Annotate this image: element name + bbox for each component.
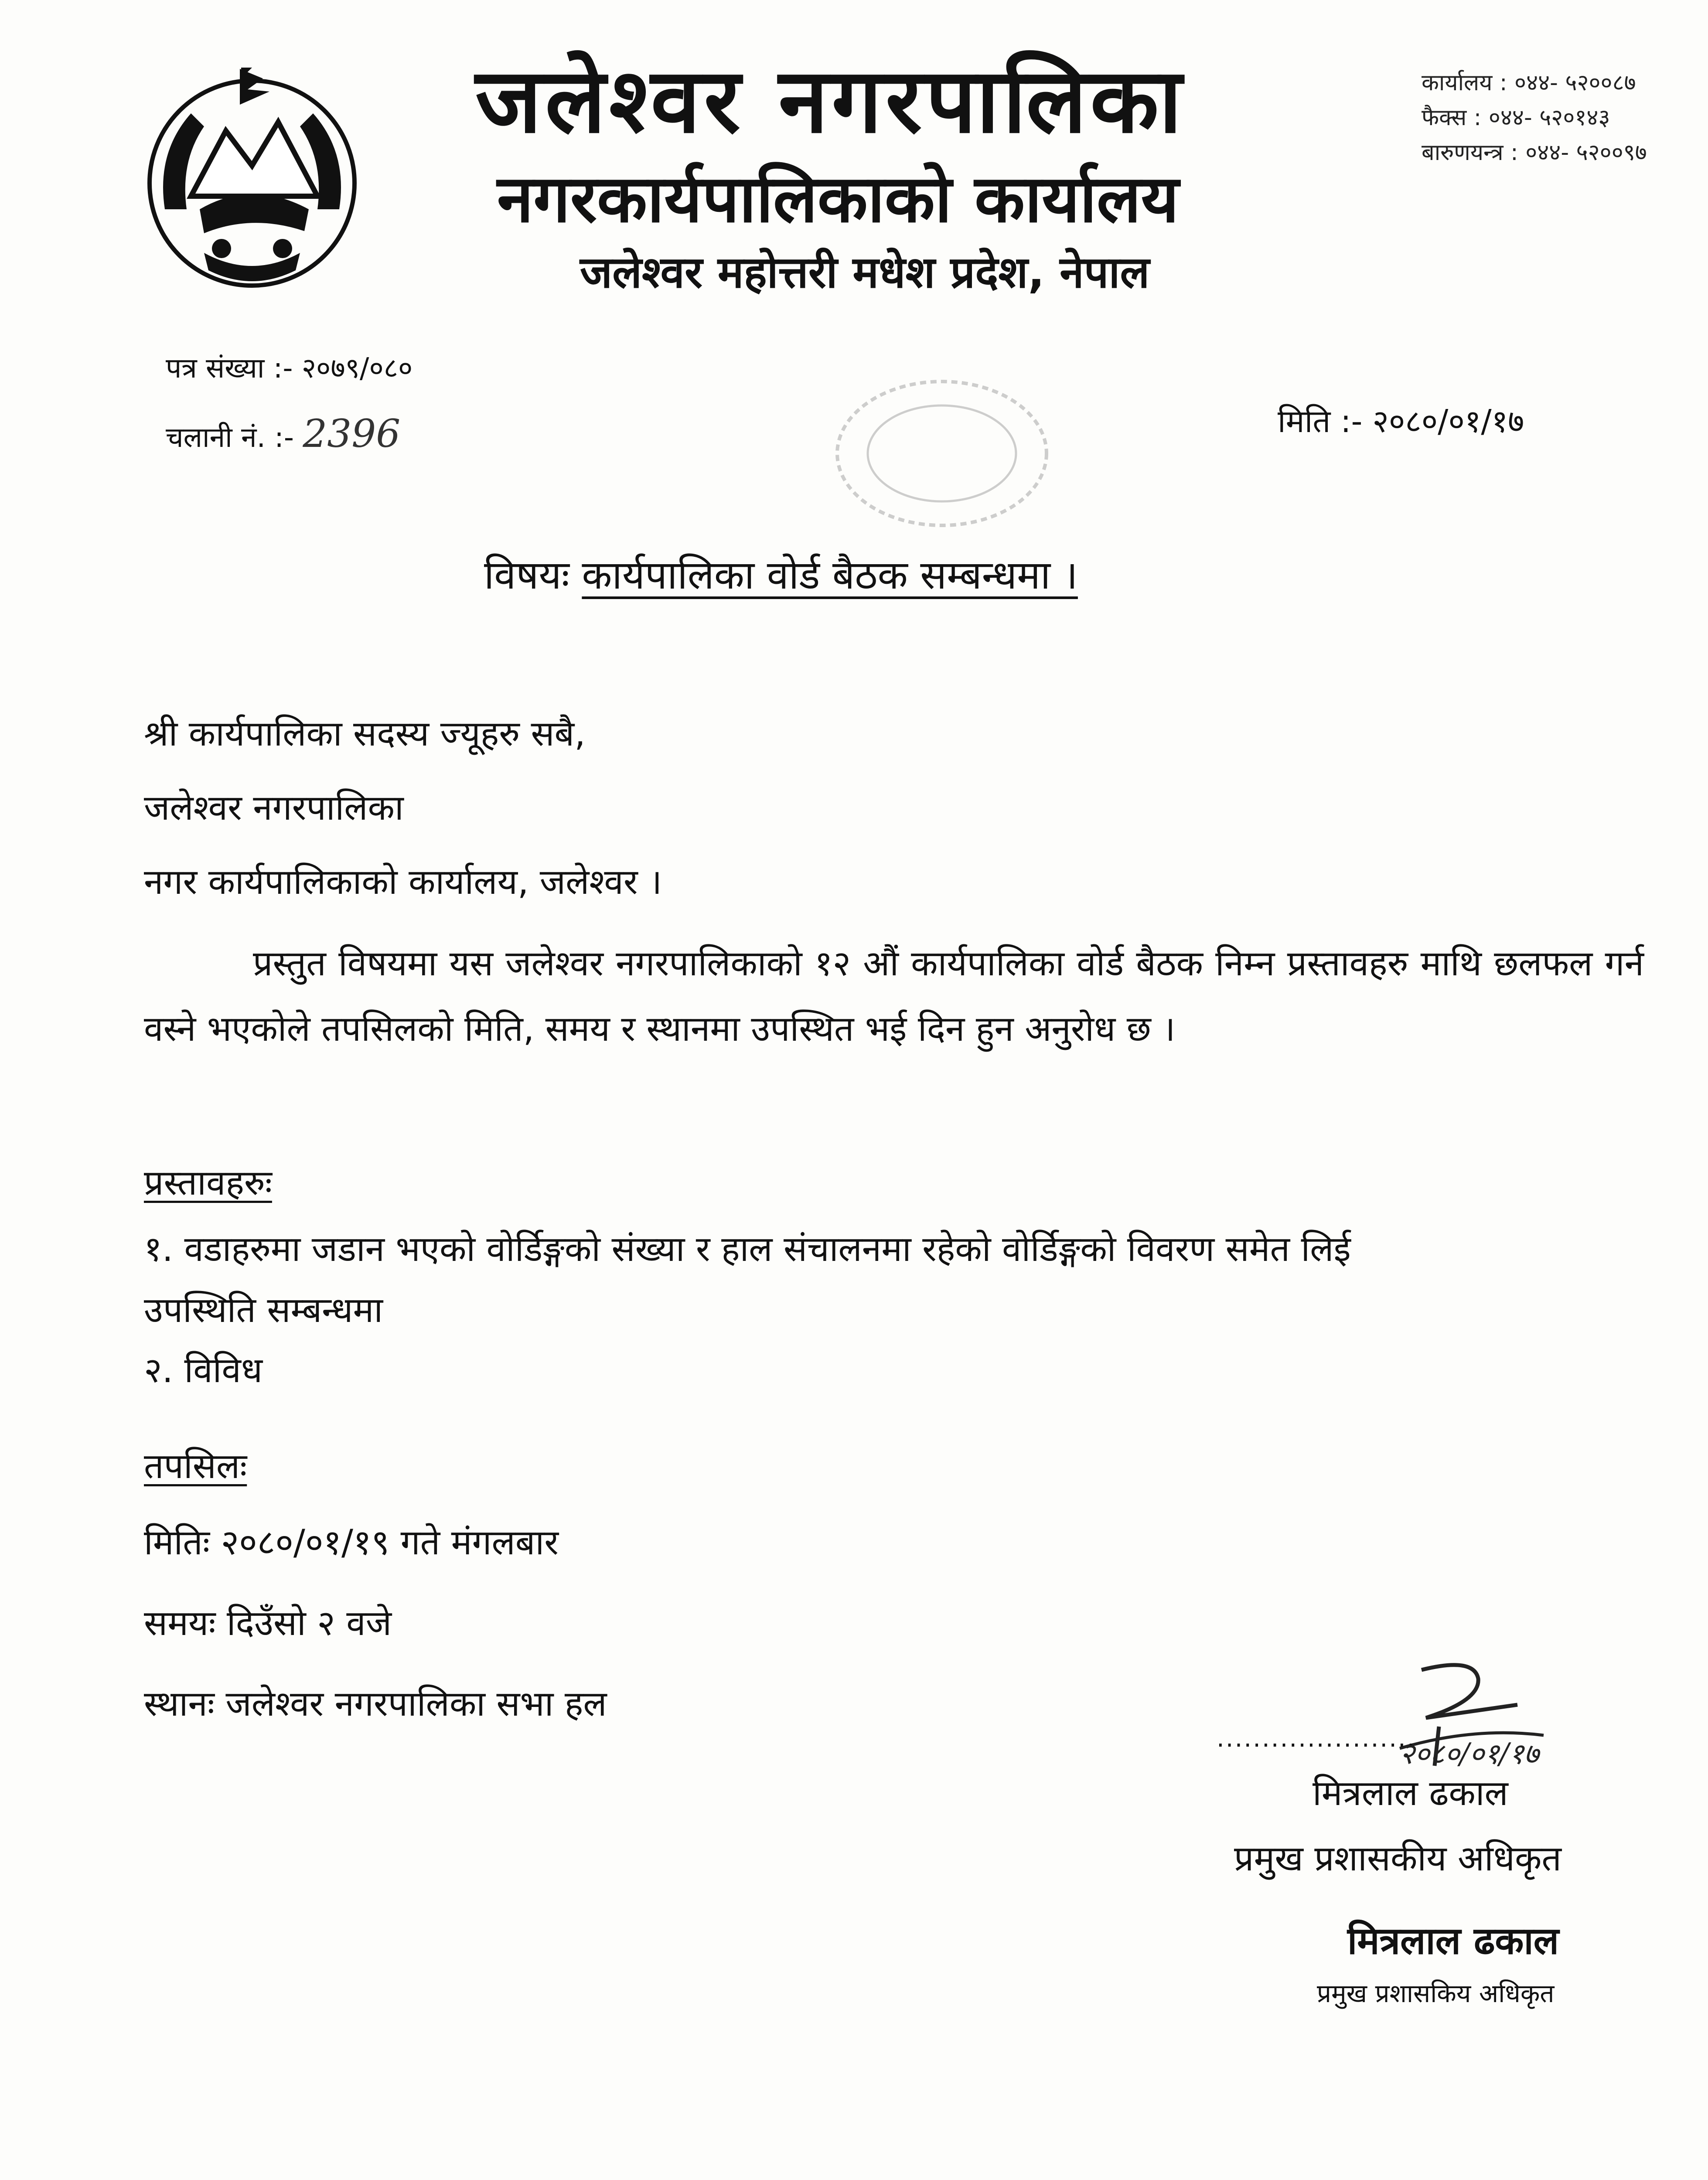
schedule-time: समयः दिउँसो २ वजे [144,1603,392,1643]
letter-date: मिति :- २०८०/०१/१७ [1278,403,1524,439]
contact-fax: फैक्स : ०४४- ५२०१४३ [1422,105,1610,131]
municipality-title: जलेश्वर नगरपालिका [475,49,1186,153]
faint-office-stamp [828,375,1055,532]
office-address: जलेश्वर महोत्तरी मधेश प्रदेश, नेपाल [580,247,1150,298]
recipient-line: श्री कार्यपालिका सदस्य ज्यूहरु सबै, [144,713,586,754]
dispatch-number: चलानी नं. :- 2396 [166,411,401,456]
schedule-place: स्थानः जलेश्वर नगरपालिका सभा हल [144,1683,607,1724]
recipient-line: जलेश्वर नगरपालिका [144,787,404,828]
letter-number: पत्र संख्या :- २०७९/०८० [166,352,413,385]
proposal-number: १. [144,1229,174,1269]
proposal-continuation: उपस्थिति सम्बन्धमा [144,1290,383,1330]
signature-dotted-line: ...................... [1217,1724,1416,1753]
contact-office: कार्यालय : ०४४- ५२००८७ [1422,70,1636,96]
subject-text: कार्यपालिका वोर्ड बैठक सम्बन्धमा । [582,552,1078,598]
schedule-date: मितिः २०८०/०१/१९ गते मंगलबार [144,1522,559,1563]
subject-label: विषयः [484,552,569,598]
proposal-item [144,1343,1644,1397]
schedule-heading: तपसिलः [144,1446,247,1486]
proposals-heading: प्रस्तावहरुः [144,1162,272,1203]
name-stamp: मित्रलाल ढकाल [1347,1919,1559,1963]
contact-fire: बारुणयन्त्र : ०४४- ५२००९७ [1422,140,1647,166]
proposal-number: २. [144,1350,174,1390]
office-subtitle: नगरकार्यपालिकाको कार्यालय [497,161,1179,237]
subject-line [484,547,1078,600]
signatory-title: प्रमुख प्रशासकीय अधिकृत [1234,1838,1562,1879]
proposal-text: वडाहरुमा जडान भएको वोर्डिङ्गको संख्या र हाल संचालनमा रहेको वोर्डिङ्गको विवरण समेत लिई [184,1229,1351,1269]
recipient-block [144,706,1644,929]
signatory-name: मित्रलाल ढकाल [1313,1773,1508,1813]
proposal-text: विविध [184,1350,263,1390]
title-stamp: प्रमुख प्रशासकिय अधिकृत [1317,1979,1555,2008]
nepal-emblem-logo [139,65,365,292]
handwritten-dispatch-number: 2396 [303,411,401,456]
reference-block [166,336,413,470]
body-paragraph: प्रस्तुत विषयमा यस जलेश्वर नगरपालिकाको १२ औं कार्यपालिका वोर्ड बैठक निम्न प्रस्तावहरु माथि छलफल गर्न वस्ने भएकोले तपसिलको मिति, समय र स्थानमा उपस्थित भई दिन हुन अनुरोध छ । [144,943,1644,1049]
recipient-line: नगर कार्यपालिकाको कार्यालय, जलेश्वर । [144,862,662,902]
contact-block [1422,65,1647,170]
signature-date: २०८०/०१/१७ [1400,1737,1539,1771]
proposal-item [144,1219,1644,1341]
